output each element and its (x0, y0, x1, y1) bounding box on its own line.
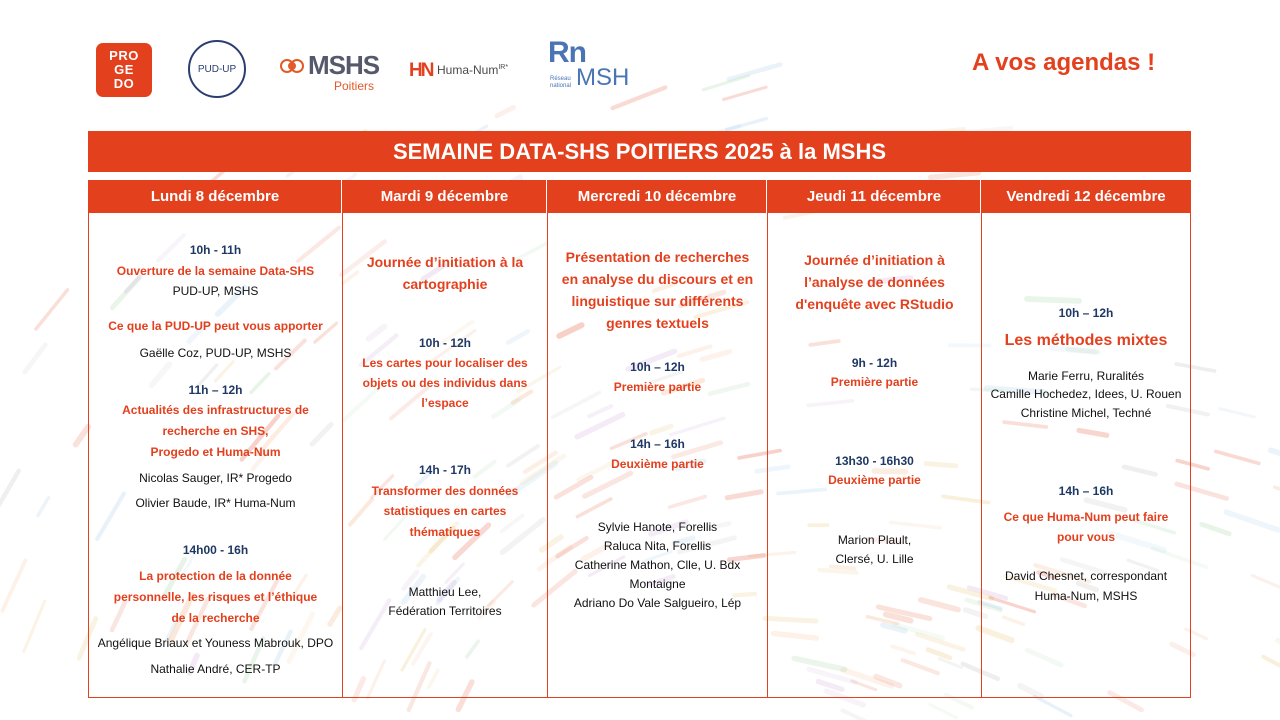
day-column-monday (89, 180, 343, 697)
progedo-logo (96, 43, 152, 97)
background-streak (2, 560, 25, 610)
session-title: Les cartes pour localiser des (362, 356, 528, 370)
background-streak (1216, 451, 1259, 463)
day-theme: cartographie (402, 276, 488, 292)
session-speaker: Christine Michel, Techné (1020, 406, 1152, 420)
background-streak (1034, 696, 1071, 715)
session-title: Première partie (830, 375, 919, 389)
background-streak (1202, 524, 1229, 533)
day-theme: Journée d’initiation à (804, 252, 945, 268)
session-speaker: Camille Hochedez, Idees, U. Rouen (990, 387, 1182, 401)
day-header: Mardi 9 décembre (343, 180, 547, 213)
session-speaker: Montaigne (629, 577, 686, 591)
day-header: Lundi 8 décembre (89, 180, 342, 213)
session-speaker: Catherine Mathon, Clle, U. Bdx (574, 558, 741, 572)
day-theme: d'enquête avec RStudio (795, 296, 954, 312)
session-title: Deuxième partie (611, 457, 704, 471)
day-theme: Journée d’initiation à la (366, 254, 524, 270)
background-streak (1263, 657, 1280, 674)
background-streak (25, 345, 45, 372)
background-streak (1226, 512, 1278, 530)
session-time: 14h00 - 16h (182, 543, 249, 557)
background-streak (931, 173, 979, 178)
day-column-thursday (768, 180, 982, 697)
background-streak (703, 76, 748, 90)
mshs-rings-icon (278, 52, 306, 80)
background-streak (1275, 487, 1280, 496)
session-speaker: PUD-UP, MSHS (172, 284, 259, 298)
pudup-logo-text: PUD-UP (197, 63, 237, 75)
day-header: Mercredi 10 décembre (548, 180, 767, 213)
humanum-logo (409, 58, 531, 84)
session-speaker: Fédération Territoires (388, 604, 502, 618)
session-title: Ce que Huma-Num peut faire (1003, 510, 1169, 524)
background-streak (1252, 576, 1280, 598)
day-column-wednesday (548, 180, 768, 697)
day-body (982, 213, 1190, 697)
session-title: Actualités des infrastructures de (122, 403, 309, 417)
schedule-table (88, 180, 1191, 698)
humanum-logo-name: Huma-Num (437, 63, 499, 77)
page-title: SEMAINE DATA-SHS POITIERS 2025 à la MSHS (88, 131, 1191, 172)
session-title: statistiques en cartes (383, 504, 507, 518)
session-time: 10h - 12h (418, 336, 472, 350)
session-time: 13h30 - 16h30 (835, 454, 914, 468)
session-time: 14h – 16h (1058, 484, 1114, 498)
session-speaker: Nathalie André, CER-TP (150, 662, 281, 676)
session-title: Ouverture de la semaine Data-SHS (116, 264, 315, 278)
session-title: Transformer des données (371, 484, 519, 498)
session-time: 10h – 12h (1058, 306, 1114, 320)
day-body (548, 213, 767, 697)
session-speaker: Sylvie Hanote, Forellis (597, 520, 718, 534)
background-streak (24, 601, 45, 651)
session-speaker: Nicolas Sauger, IR* Progedo (139, 471, 292, 485)
background-streak (843, 711, 895, 720)
background-streak (497, 107, 514, 115)
humanum-logo-text (437, 63, 508, 77)
session-speaker: Clersé, U. Lille (835, 552, 914, 566)
session-title: thématiques (409, 525, 481, 539)
mshs-logo-sub: Poitiers (334, 79, 375, 93)
session-speaker: Angélique Briaux et Youness Mabrouk, DPO (97, 636, 334, 650)
background-streak (38, 498, 49, 516)
session-time: 14h - 17h (418, 463, 472, 477)
day-body (343, 213, 547, 697)
session-title: objets ou des individus dans (362, 376, 528, 390)
session-title: de la recherche (171, 611, 260, 625)
session-title: Ce que la PUD-UP peut vous apporter (108, 319, 323, 333)
day-header: Vendredi 12 décembre (982, 180, 1190, 213)
rnmsh-logo-r: Rn (548, 36, 586, 69)
humanum-logo-sup: IR* (498, 64, 509, 71)
day-body (768, 213, 981, 697)
background-streak (76, 427, 88, 445)
background-streak (724, 87, 767, 99)
session-speaker: Olivier Baude, IR* Huma-Num (135, 496, 296, 510)
session-time: 10h - 11h (189, 243, 242, 257)
session-speaker: Marion Plault, (837, 533, 912, 547)
session-speaker: Marie Ferru, Ruralités (1027, 369, 1145, 383)
background-streak (1220, 409, 1254, 417)
progedo-logo-line: DO (113, 76, 135, 91)
progedo-logo-line: GE (114, 62, 134, 77)
mshs-logo-word: MSHS (308, 50, 380, 80)
session-time: 11h – 12h (188, 383, 243, 397)
rnmsh-logo-small2: national (550, 83, 572, 89)
background-streak (1271, 450, 1280, 463)
rnmsh-logo-small (550, 76, 571, 90)
day-theme: Présentation de recherches (565, 249, 750, 265)
session-title: l’espace (421, 396, 469, 410)
background-streak (36, 290, 68, 329)
session-title: personnelle, les risques et l’éthique (113, 590, 318, 604)
day-header: Jeudi 11 décembre (768, 180, 981, 213)
day-column-friday (982, 180, 1191, 697)
session-speaker: Raluca Nita, Forellis (603, 539, 712, 553)
rnmsh-logo (548, 36, 638, 96)
session-title: pour vous (1056, 530, 1115, 544)
day-body (89, 213, 342, 697)
session-speaker: Adriano Do Vale Salgueiro, Lép (573, 596, 742, 610)
session-time: 14h – 16h (630, 437, 685, 451)
mshs-logo (276, 48, 386, 94)
humanum-logo-mark: HN (409, 60, 433, 81)
day-theme: l’analyse de données (804, 274, 945, 290)
day-theme: genres textuels (606, 315, 709, 331)
session-title: Les méthodes mixtes (1004, 332, 1168, 349)
session-title: Deuxième partie (828, 473, 921, 487)
session-speaker: Gaëlle Coz, PUD-UP, MSHS (139, 346, 292, 360)
session-title: Première partie (613, 380, 702, 394)
pudup-logo (188, 40, 246, 98)
session-title: La protection de la donnée (139, 569, 292, 583)
day-theme: linguistique sur différents (571, 293, 744, 309)
day-theme: en analyse du discours et en (561, 271, 754, 287)
background-streak (729, 65, 780, 80)
background-streak (930, 705, 957, 718)
session-time: 9h - 12h (851, 356, 898, 370)
session-speaker: Matthieu Lee, (408, 585, 482, 599)
progedo-logo-line: PRO (109, 48, 139, 63)
agenda-heading: A vos agendas ! (972, 49, 1156, 76)
background-streak (0, 471, 19, 506)
session-time: 10h – 12h (630, 360, 685, 374)
rnmsh-logo-msh: MSH (576, 64, 630, 91)
session-speaker: Huma-Num, MSHS (1034, 589, 1138, 603)
session-speaker: David Chesnet, correspondant (1004, 569, 1168, 583)
session-title: recherche en SHS, (162, 424, 269, 438)
rnmsh-logo-small1: Réseau (550, 76, 571, 82)
session-title: Progedo et Huma-Num (150, 445, 281, 459)
day-column-tuesday (343, 180, 548, 697)
